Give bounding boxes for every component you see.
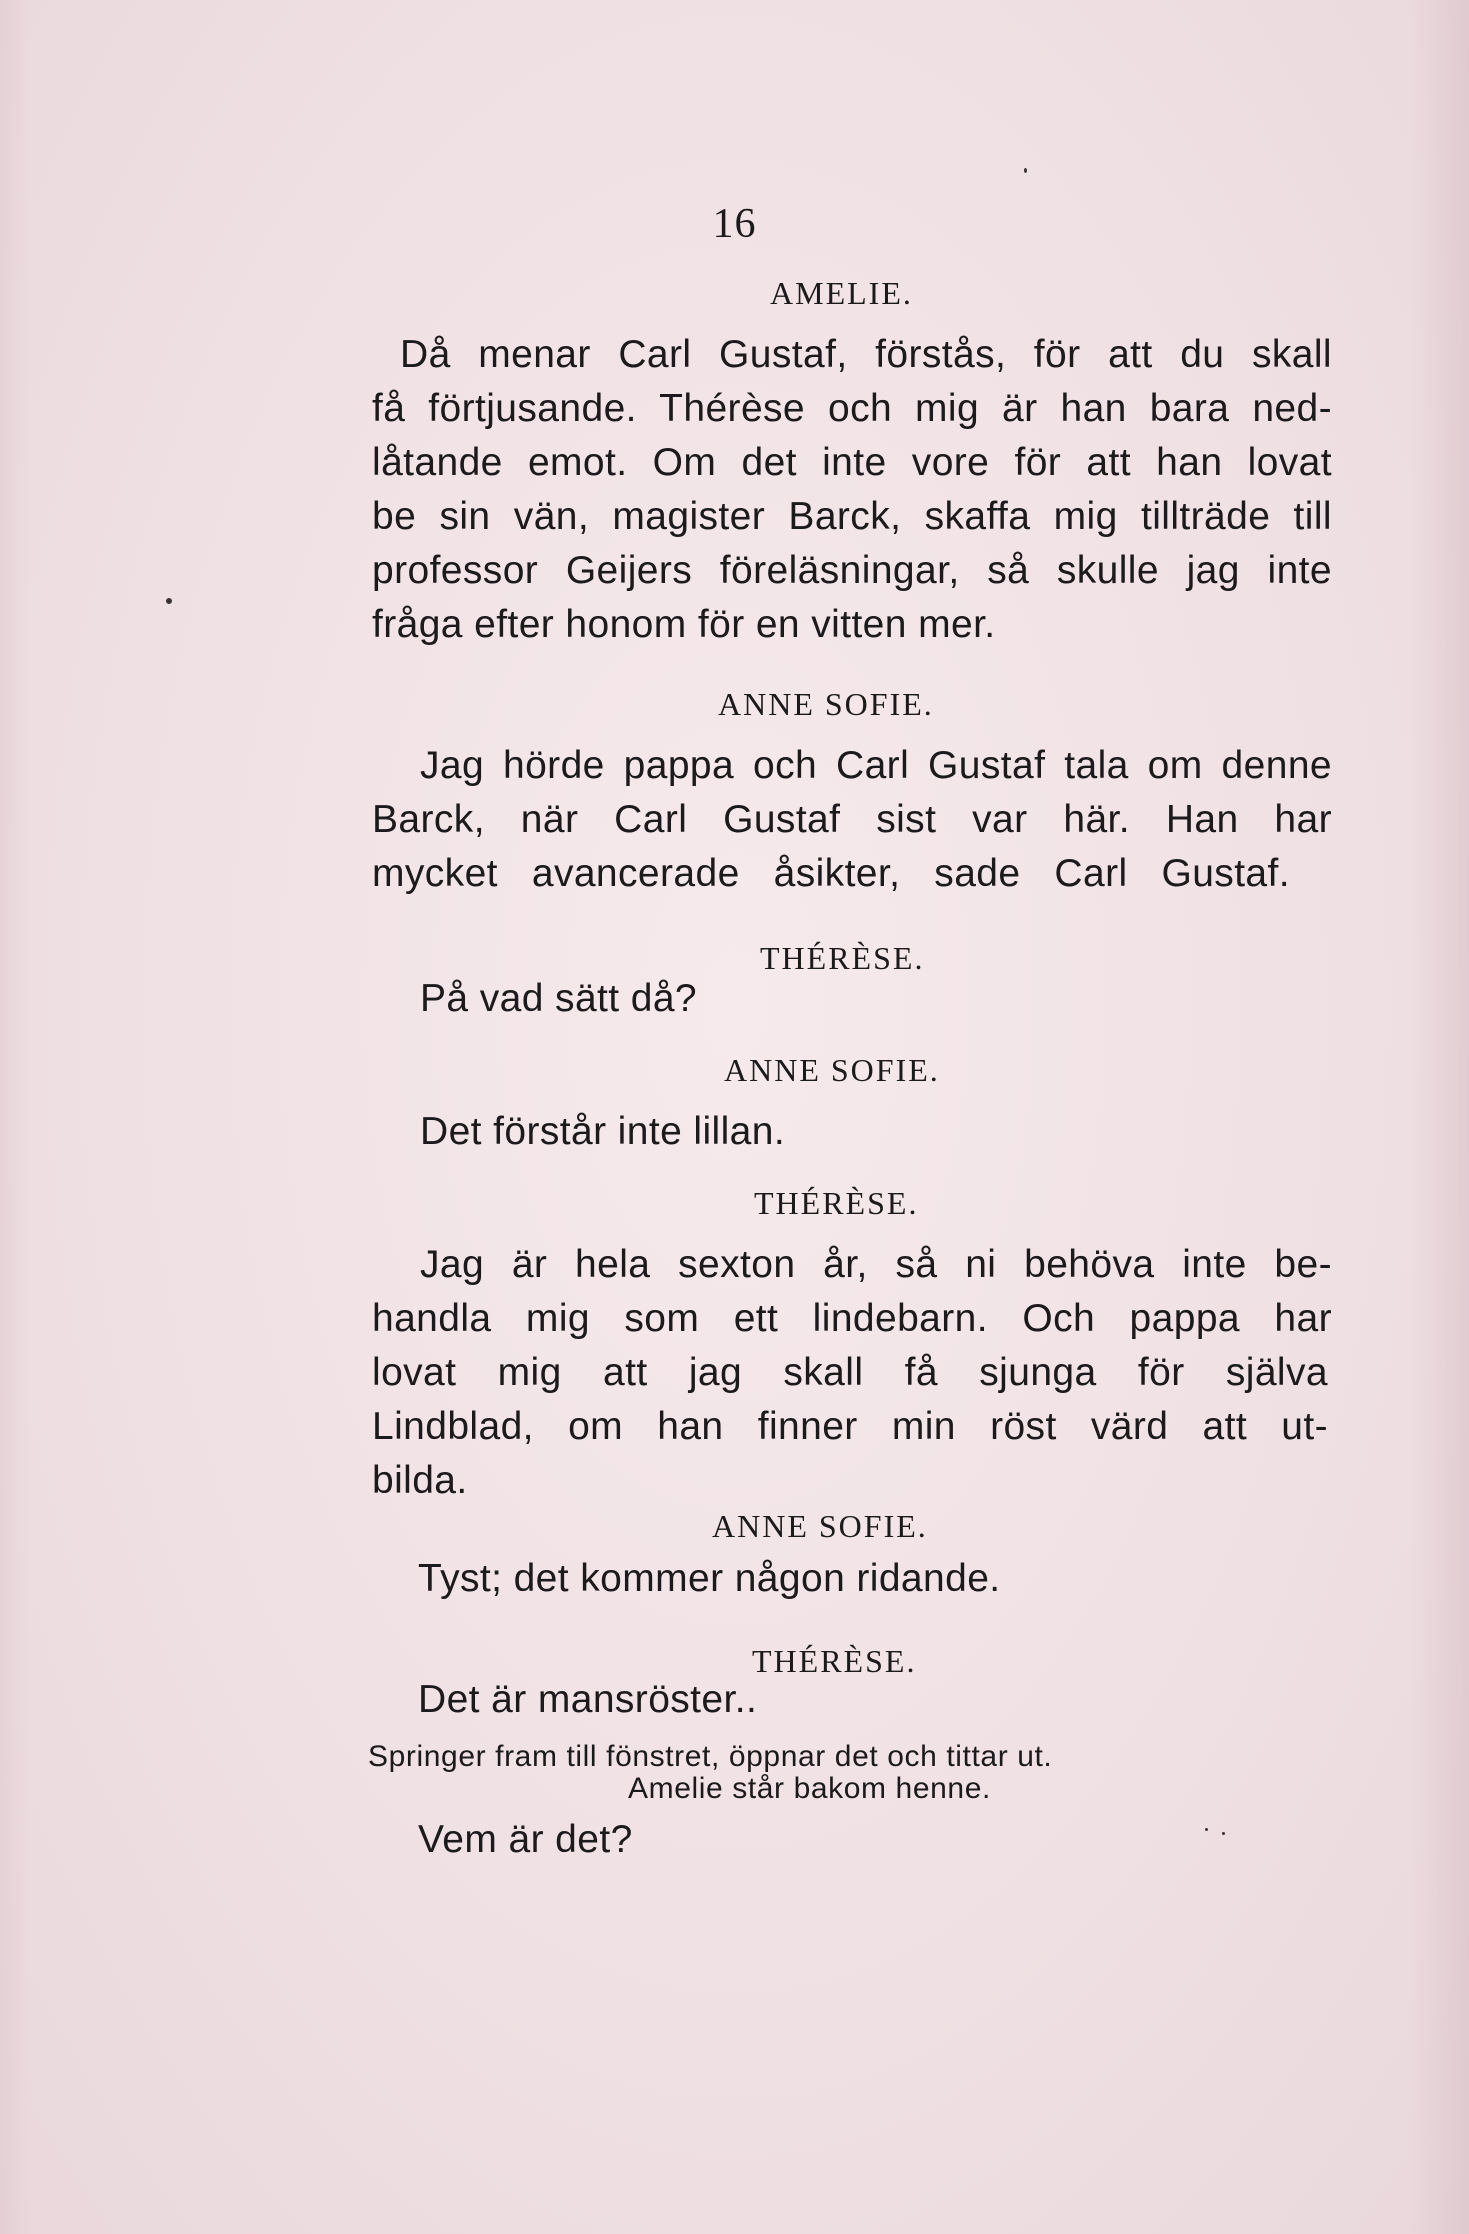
paper-speck [1205,1828,1208,1831]
stage-direction-line: Springer fram till fönstret, öppnar det och tittar ut. [368,1740,1053,1773]
dialogue-line: Det är mansröster.. [418,1678,758,1721]
speaker-therese: THÉRÈSE. [760,940,925,976]
speaker-therese: THÉRÈSE. [752,1643,917,1679]
dialogue-line: Lindblad, om han finner min röst värd att ut- [372,1405,1328,1448]
page-left-edge-shading [0,0,30,2234]
paper-speck [1024,168,1027,173]
paper-speck [1222,1832,1225,1835]
dialogue-line: Vem är det? [418,1818,633,1861]
dialogue-line: lovat mig att jag skall få sjunga för själva [372,1351,1328,1394]
speaker-therese: THÉRÈSE. [754,1185,919,1221]
dialogue-line: mycket avancerade åsikter, sade Carl Gustaf. [372,852,1290,895]
dialogue-line: professor Geijers föreläsningar, så skulle jag inte [372,549,1332,592]
dialogue-line: Jag hörde pappa och Carl Gustaf tala om denne [420,744,1332,787]
dialogue-line: Barck, när Carl Gustaf sist var här. Han har [372,798,1332,841]
dialogue-line: Jag är hela sexton år, så ni behöva inte be- [420,1243,1332,1286]
dialogue-line: be sin vän, magister Barck, skaffa mig tillträde till [372,495,1332,538]
dialogue-line: Det förstår inte lillan. [420,1110,786,1153]
dialogue-line: fråga efter honom för en vitten mer. [372,603,996,646]
stage-direction-line: Amelie står bakom henne. [628,1772,991,1805]
speaker-anne-sofie: ANNE SOFIE. [724,1052,940,1088]
dialogue-line: På vad sätt då? [420,977,698,1020]
dialogue-line: låtande emot. Om det inte vore för att han lovat [372,441,1332,484]
dialogue-line: handla mig som ett lindebarn. Och pappa har [372,1297,1332,1340]
speaker-amelie: AMELIE. [770,275,913,311]
dialogue-line: Då menar Carl Gustaf, förstås, för att du skall [400,333,1332,376]
paper-speck [166,598,172,604]
speaker-anne-sofie: ANNE SOFIE. [718,686,934,722]
page-number: 16 [712,201,757,247]
dialogue-line: få förtjusande. Thérèse och mig är han bara ned- [372,387,1332,430]
dialogue-line: Tyst; det kommer någon ridande. [418,1557,1001,1600]
page-right-edge-shading [1409,0,1469,2234]
speaker-anne-sofie: ANNE SOFIE. [712,1508,928,1544]
dialogue-line: bilda. [372,1459,468,1502]
